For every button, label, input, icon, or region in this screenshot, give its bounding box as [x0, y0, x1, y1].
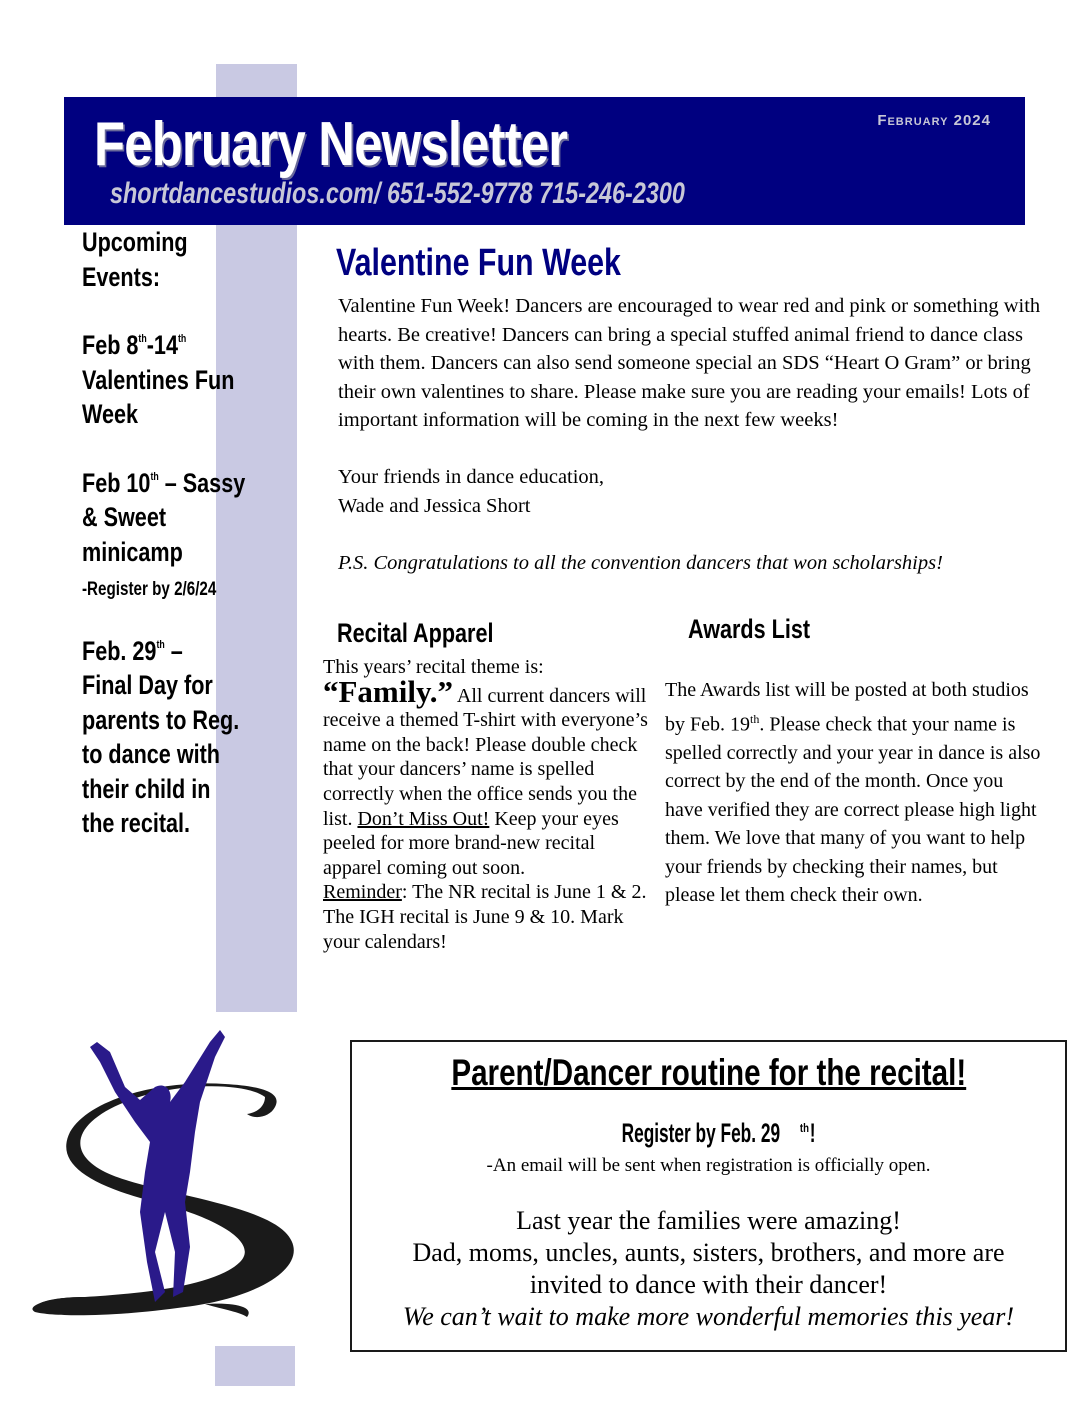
event-item: Feb 8th-14th Valentines Fun Week: [82, 330, 235, 429]
accent-stripe-bottom: [215, 1346, 295, 1386]
newsletter-title: February Newsletter: [94, 110, 568, 179]
apparel-section: This years’ recital theme is: “Family.” All current dancers will receive a themed T-shirt with everyone’s name on the back! Please double check that your dancers’ name is spelled correctly when the office sends you the list. Don’t Miss Out! Keep your eyes peeled for more brand-new recital apparel coming out soon. Reminder: The NR recital is June 1 & 2. The IGH recital is June 9 & 10. Mark your calendars!: [323, 656, 648, 953]
sidebar-heading: Upcoming Events:: [82, 227, 188, 292]
box-body: Last year the families were amazing! Dad, moms, uncles, aunts, sisters, brothers, and more are invited to dance with their dancer! We can’t wait to make more wonderful memories this year!: [402, 1206, 1015, 1331]
awards-heading: Awards List: [688, 614, 811, 644]
postscript: P.S. Congratulations to all the convention dancers that won scholarships!: [338, 551, 943, 574]
box-title: Parent/Dancer routine for the recital!: [451, 1052, 966, 1093]
apparel-heading: Recital Apparel: [337, 618, 494, 648]
reminder-label: Reminder: [323, 881, 402, 904]
newsletter-header: [64, 97, 1025, 225]
valentine-section: [338, 292, 1048, 577]
signoff-line: Your friends in dance education,: [338, 466, 605, 488]
dancer-figure: [90, 1030, 225, 1302]
issue-date: February 2024: [877, 112, 991, 129]
register-deadline: Register by Feb. 29 $^{th}$!: [621, 1118, 815, 1148]
event-note: -Register by 2/6/24: [82, 579, 217, 600]
signoff-names: Wade and Jessica Short: [338, 494, 531, 517]
theme-name: “Family.”: [323, 673, 454, 709]
awards-section: The Awards list will be posted at both studios by Feb. 19th. Please check that your name is spelled correctly and your year in dance is also correct by the end of the month. Once you have verified they are correct please high light them. We love that many of you want to help your friends by checking their names, but please let them check their own.: [665, 679, 1041, 907]
event-item: Feb. 29th – Final Day for parents to Reg. to dance with their child in the recital.: [82, 635, 240, 838]
dont-miss-out: Don’t Miss Out!: [357, 807, 490, 830]
dancer-s-logo-icon: [15, 1012, 315, 1342]
contact-line: shortdancestudios.com/ 651-552-9778 715-246-2300: [110, 177, 685, 210]
parent-dancer-box: [350, 1040, 1067, 1352]
upcoming-events-sidebar: [82, 225, 282, 841]
valentine-paragraph: Valentine Fun Week! Dancers are encouraged to wear red and pink or something with hearts. Be creative! Dancers can bring a special stuffed animal friend to dance class with them. Dancers can also send someone special an SDS “Heart O Gram” or bring their own valentines to share. Please make sure you are reading your emails! Lots of important information will be coming in the next few weeks!: [338, 295, 1041, 431]
event-item: Feb 10th – Sassy & Sweet minicamp -Register by 2/6/24: [82, 467, 246, 600]
valentine-heading: Valentine Fun Week: [336, 242, 621, 284]
registration-note: -An email will be sent when registration is officially open.: [486, 1155, 931, 1176]
